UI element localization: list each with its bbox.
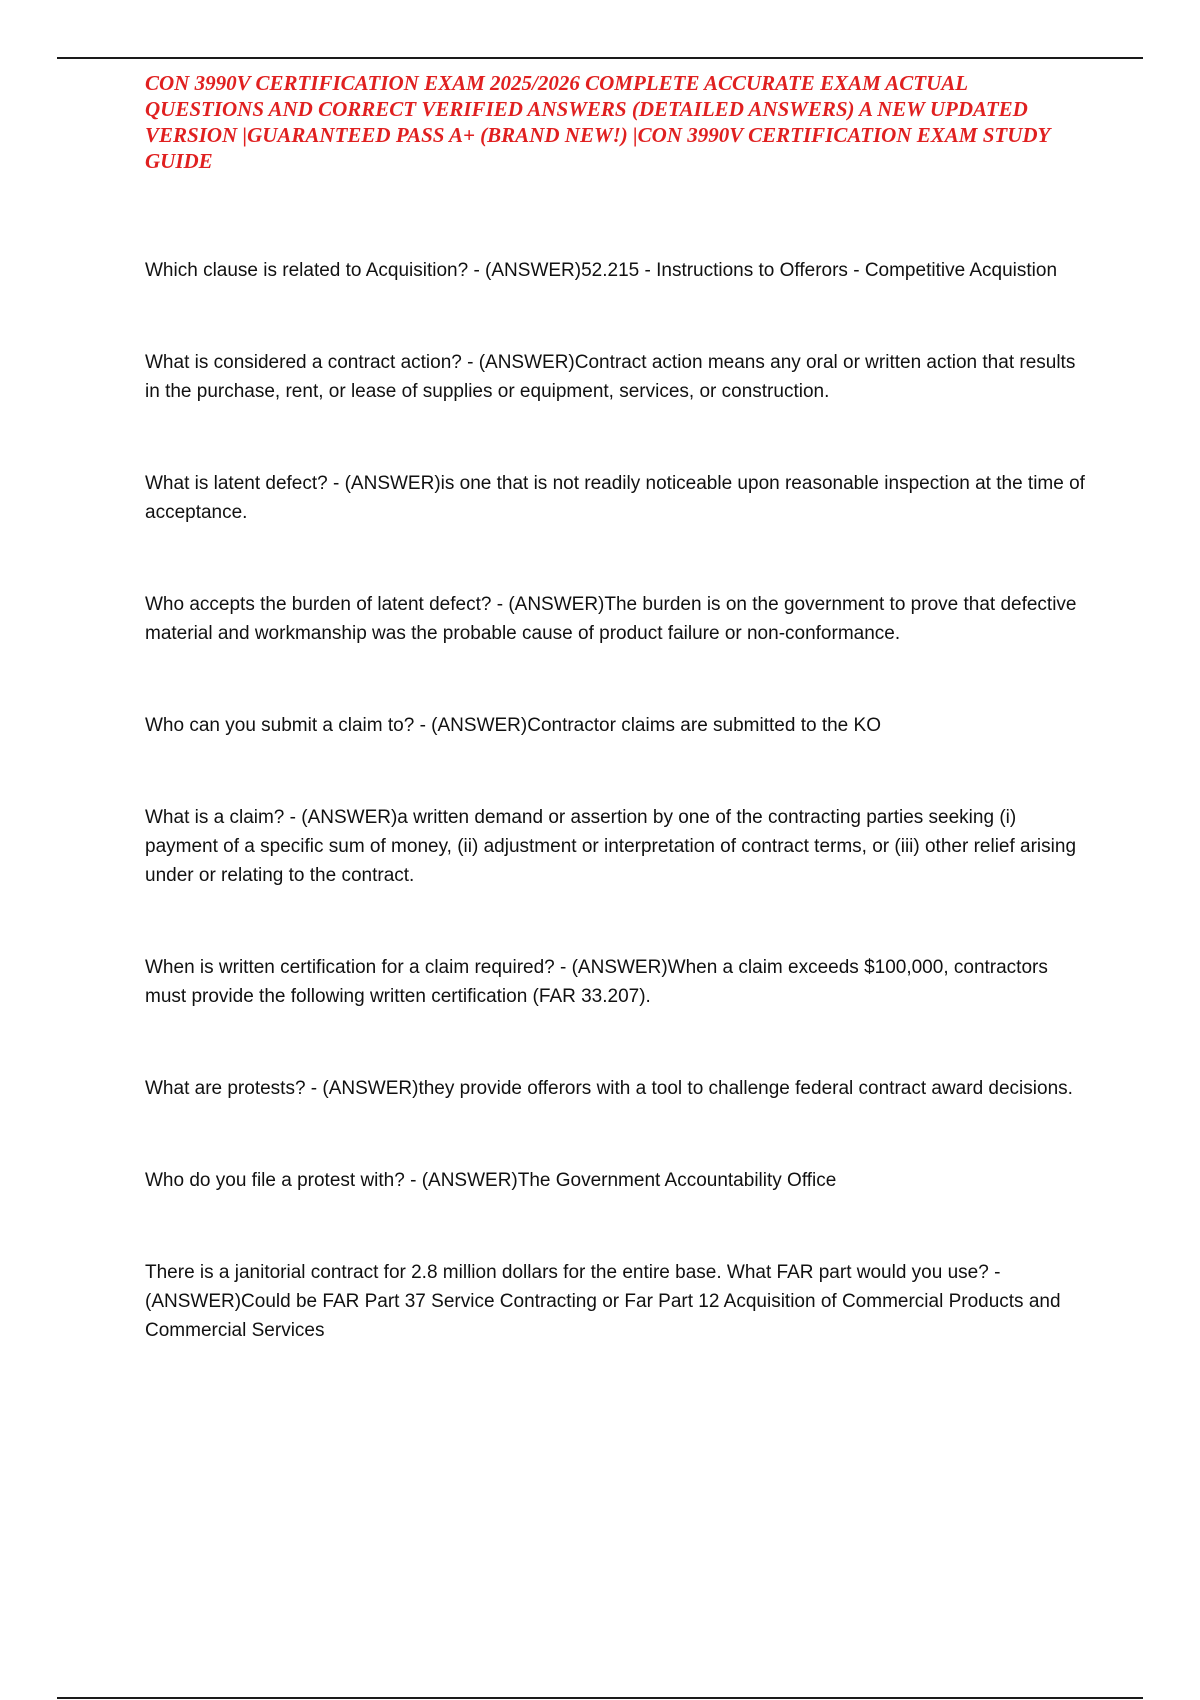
qa-item-1: Which clause is related to Acquisition? - (ANSWER)52.215 - Instructions to Offerors - Competitive Acquistion [145,260,1058,281]
document-title: CON 3990V CERTIFICATION EXAM 2025/2026 COMPLETE ACCURATE EXAM ACTUAL QUESTIONS AND CORRECT VERIFIED ANSWERS (DETAILED ANSWERS) A NEW UPDATED VERSION |GUARANTEED PASS A+ (BRAND NEW!) |CON 3990V CERTIFICATION EXAM STUDY GUIDE [145,71,1050,173]
qa-item-10: There is a janitorial contract for 2.8 million dollars for the entire base. What FAR part would you use? - (ANSWER)Could be FAR Part 37 Service Contracting or Far Part 12 Acquisition of Commercial Products and Commercial Services [145,1262,1061,1341]
qa-item-9: Who do you file a protest with? - (ANSWER)The Government Accountability Office [145,1170,837,1191]
qa-item-7: When is written certification for a claim required? - (ANSWER)When a claim exceeds $100,000, contractors must provide the following written certification (FAR 33.207). [145,957,1048,1007]
qa-item-6: What is a claim? - (ANSWER)a written demand or assertion by one of the contracting parties seeking (i) payment of a specific sum of money, (ii) adjustment or interpretation of contract terms, or (iii) other relief arising under or relating to the contract. [145,807,1077,886]
qa-item-2: What is considered a contract action? - (ANSWER)Contract action means any oral or written action that results in the purchase, rent, or lease of supplies or equipment, services, or construction. [145,352,1076,402]
qa-item-5: Who can you submit a claim to? - (ANSWER)Contractor claims are submitted to the KO [145,715,881,736]
qa-list [145,256,1090,1345]
qa-item-4: Who accepts the burden of latent defect? - (ANSWER)The burden is on the government to prove that defective material and workmanship was the probable cause of product failure or non-conformance. [145,594,1077,644]
document-body [145,70,1090,1408]
bottom-rule [57,1697,1143,1699]
top-rule [57,57,1143,59]
qa-item-3: What is latent defect? - (ANSWER)is one that is not readily noticeable upon reasonable inspection at the time of acceptance. [145,473,1085,523]
qa-item-8: What are protests? - (ANSWER)they provide offerors with a tool to challenge federal contract award decisions. [145,1078,1073,1099]
